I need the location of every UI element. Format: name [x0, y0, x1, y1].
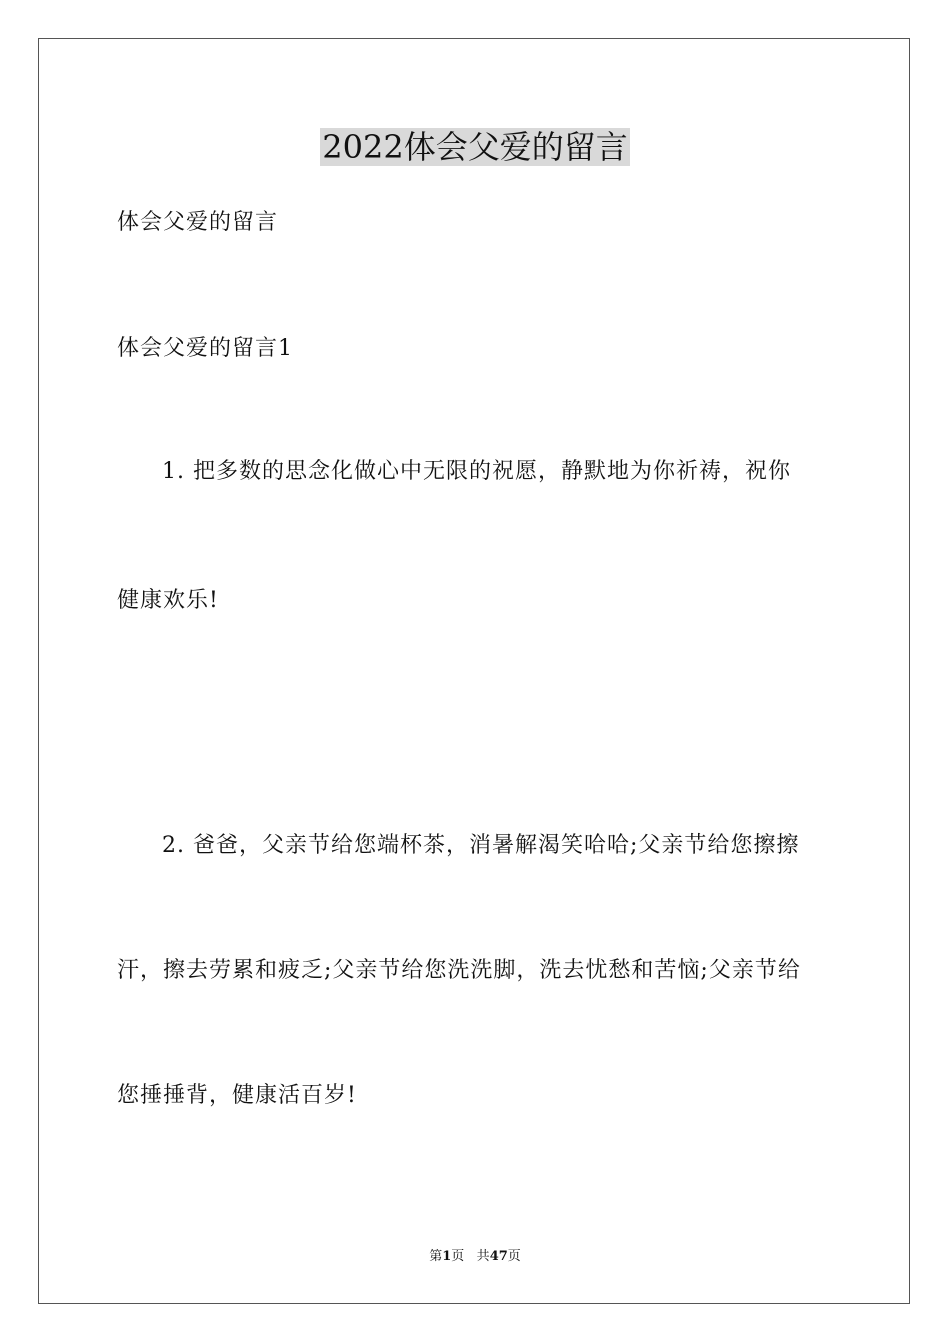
paragraph-2-line-2: 汗，擦去劳累和疲乏;父亲节给您洗洗脚，洗去忧愁和苦恼;父亲节给 — [117, 958, 801, 983]
current-page-number: 1 — [442, 1249, 452, 1264]
page-prefix: 第 — [429, 1249, 443, 1264]
paragraph-1-line-1: 1. 把多数的思念化做心中无限的祝愿，静默地为你祈祷，祝你 — [162, 459, 791, 484]
paragraph-2-line-3: 您捶捶背，健康活百岁! — [117, 1083, 357, 1108]
document-title-text: 2022体会父爱的留言 — [322, 128, 628, 166]
total-prefix: 共 — [476, 1249, 490, 1264]
total-suffix: 页 — [507, 1249, 521, 1264]
document-title — [0, 124, 950, 170]
paragraph-1-line-2: 健康欢乐! — [117, 588, 219, 613]
document-subtitle: 体会父爱的留言 — [117, 210, 279, 235]
section-heading: 体会父爱的留言1 — [117, 336, 293, 361]
paragraph-2-line-1: 2. 爸爸，父亲节给您端杯茶，消暑解渴笑哈哈;父亲节给您擦擦 — [162, 833, 800, 858]
page-suffix: 页 — [451, 1249, 465, 1264]
page-footer — [0, 1248, 950, 1266]
total-pages-number: 47 — [489, 1249, 508, 1264]
